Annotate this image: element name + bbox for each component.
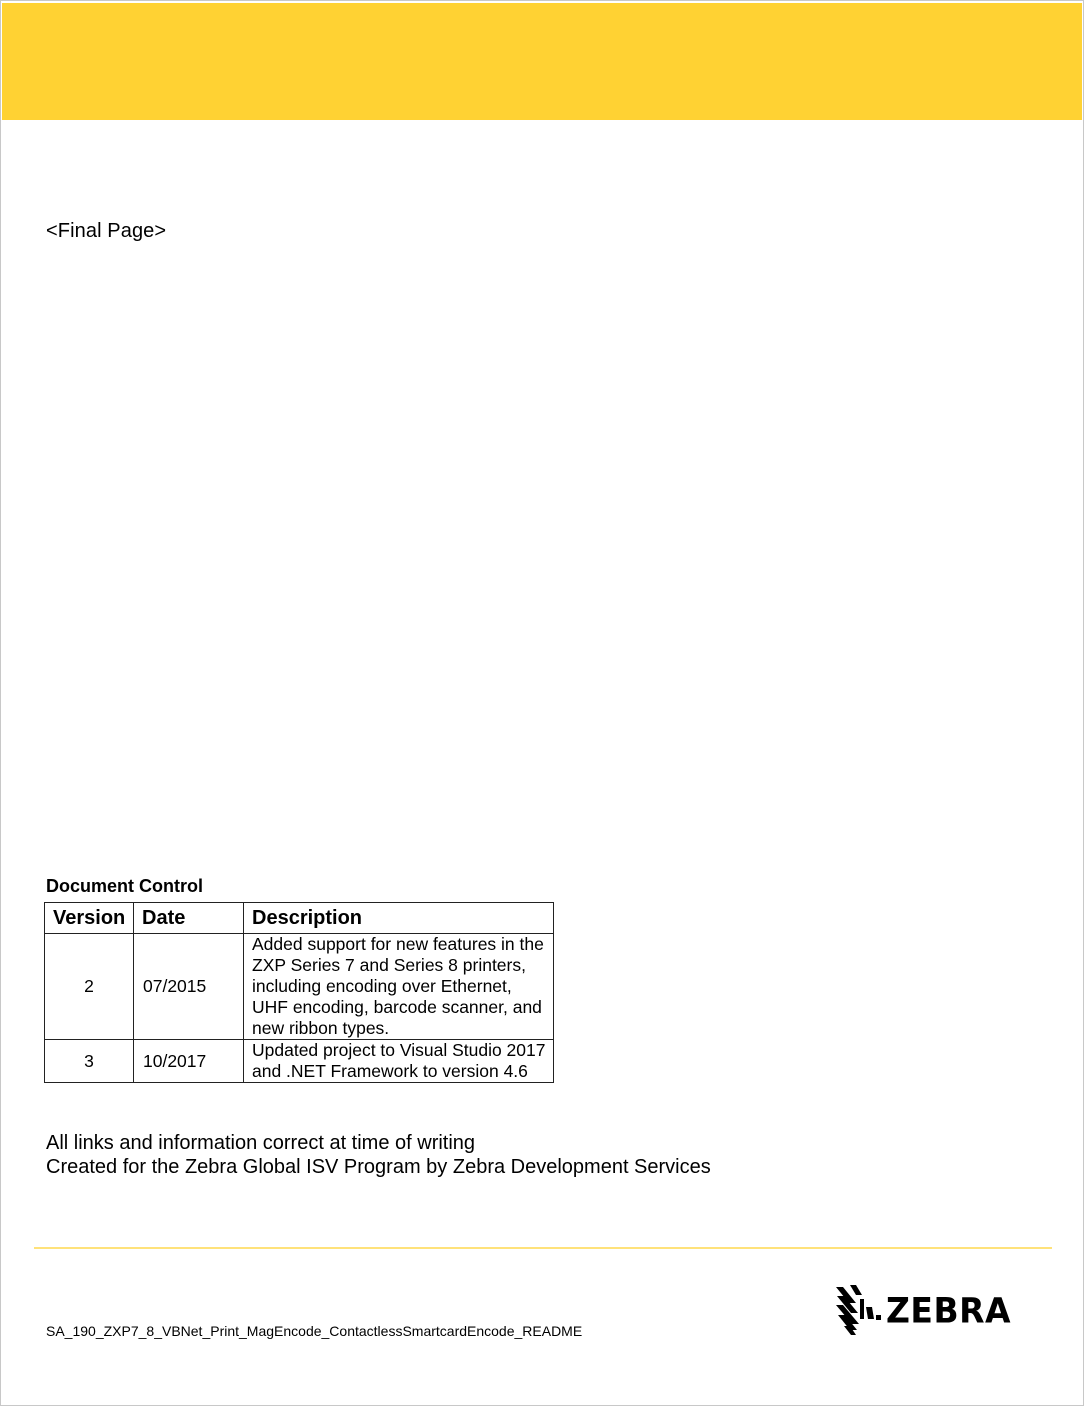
date-cell: 10/2017 [134, 1040, 244, 1083]
table-row [45, 1040, 554, 1083]
table-header-row [45, 903, 554, 934]
date-cell: 07/2015 [134, 934, 244, 1040]
table-row [45, 934, 554, 1040]
credit-note: Created for the Zebra Global ISV Program by Zebra Development Services [46, 1156, 711, 1178]
brand-name: ZEBRA [886, 1289, 1012, 1331]
zebra-logo [834, 1282, 1011, 1338]
document-control-title: Document Control [46, 876, 203, 896]
document-id: SA_190_ZXP7_8_VBNet_Print_MagEncode_ContactlessSmartcardEncode_README [46, 1323, 583, 1339]
accuracy-note: All links and information correct at time of writing [46, 1132, 476, 1154]
footer-divider [34, 1247, 1052, 1249]
description-cell: Updated project to Visual Studio 2017 and .NET Framework to version 4.6 [244, 1040, 554, 1083]
column-header-version: Version [45, 903, 134, 934]
version-cell: 2 [45, 934, 134, 1040]
description-cell: Added support for new features in the ZXP Series 7 and Series 8 printers, including encoding over Ethernet, UHF encoding, barcode scanner, and new ribbon types. [244, 934, 554, 1040]
column-header-description: Description [244, 903, 554, 934]
zebra-head-logo-icon [834, 1283, 884, 1337]
document-control-table [44, 902, 554, 1083]
column-header-date: Date [134, 903, 244, 934]
header-band [2, 3, 1082, 120]
page-heading: <Final Page> [46, 220, 167, 242]
version-cell: 3 [45, 1040, 134, 1083]
